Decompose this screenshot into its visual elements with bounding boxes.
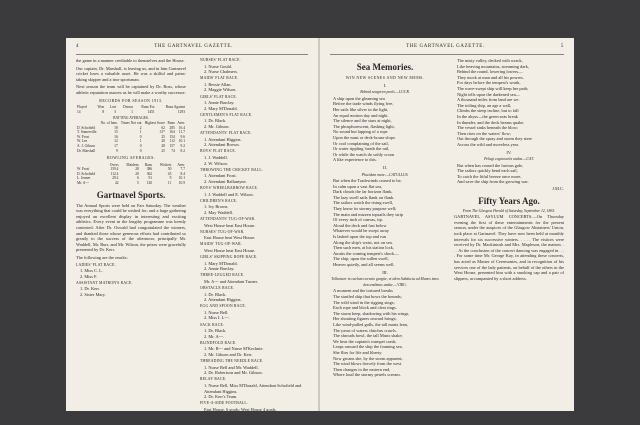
table-cell: 362 [146,171,153,176]
running-title: THE GARTNAVEL GAZETTE. [406,44,485,49]
table-cell: T. Somerville [77,130,97,135]
table-cell: 1 [131,109,133,114]
table-header-cell: Maidens [126,162,139,167]
poem-line: In calm upon a vast flat sea, [333,183,383,189]
poem-line: The misty valley, decked with wrack, [457,58,523,63]
poem-line: Climbs the steep incline, but to fall [457,108,519,114]
poem-line: Along the ship's waist, not on sea. [333,239,393,245]
poem-line: Out through the spray and storm they steer [457,136,532,142]
table-cell: 91 [148,176,153,181]
poem-line: But when has ceased the furious gale, [457,162,524,168]
races-list-1 [76,263,186,298]
race-winner: 1. Annie Barclay. [204,100,235,106]
poem-line: Aloud the deck and fast below [333,222,387,228]
race-winner: 2. Maggie Wilson. [204,87,237,93]
poem-line: An equal motion day and night. [333,112,389,118]
race-result [200,95,310,112]
race-result [200,286,310,303]
table-cell: 2 [139,125,142,130]
table-cell: 20 [135,171,139,176]
race-result [200,323,310,340]
table-cell: 1 [139,130,142,135]
race-winner: 1. Nurse Bell and Mr. Waddell. [204,364,259,370]
table-cell: 16 [114,134,118,139]
poem-line: Before the trade winds flying free, [333,101,394,107]
table-cell: 11 [167,181,172,186]
table-caption: BATTING AVERAGES. [113,116,149,121]
records-table [76,105,186,114]
table-header-cell: Won [97,105,105,110]
race-result [200,273,310,284]
table-cell: 0 [139,148,142,153]
poem-line: The lazy swell sails flank on flank. [333,194,395,200]
running-head-right [330,44,564,55]
poem-line: The shrouds howl, the tall Masts shake; [333,333,403,339]
poem-line: A ship upon the gleaming sea [333,95,385,101]
poem-line: We hear the captain's trumpet crash; [333,338,397,344]
table-cell: 1451 [147,109,155,114]
race-title: MAIDS' TUG-OF-WAR. [200,242,242,247]
table-cell: 9 [169,176,172,181]
race-winner: 2. Miss I. L---. [204,315,230,321]
race-winner: West House beat East House. [204,247,256,253]
sports-paragraph: The following are the results: [76,255,128,260]
poem-signature: J.M.C. [552,186,564,192]
race-title: ASSISTANT MATRON'S RACE. [76,280,133,285]
poem-line: The toiling ship, an age a wall, [457,102,512,108]
race-title: THREADING THE NEEDLE RACE. [200,359,264,364]
poem-line: Is lashed upon the top and run [333,234,386,240]
poem-line: Behind the round, lowering lowers— [457,69,523,75]
race-title: GENTLEMEN'S FLAT RACE. [200,112,253,117]
poem-line: A thousand miles from land are we. [457,97,520,103]
race-winner: 2. Sister Mary. [80,292,106,298]
batting-averages-table [76,116,186,153]
poem-line: Then rises on the waters' flow; [457,130,511,136]
table-cell: W. Frost [77,167,90,172]
table-cell: 6 [137,176,139,181]
table-cell: 42 [114,181,119,186]
race-winner: 2. Nurse Chalmers. [204,69,238,75]
race-title: EGG AND SPOON RACE. [200,304,246,309]
cricket-paragraph: the game in a manner creditable to themselves and the House. [76,58,185,63]
poem-line: The ship, upon the sullen swell, [333,256,389,262]
right-column-2 [454,58,564,283]
poem-line: Then changes to the eastern end, [333,366,391,372]
table-cell: 25 [161,134,165,139]
poem-line: Dark clouds the far horizon flank, [333,189,393,195]
race-winner: 2. Mr. Gibson. [204,124,230,130]
table-cell: 9.2 [180,143,185,148]
race-result [200,149,310,166]
left-column-1 [76,58,186,299]
poem-line: A moment and the tortured breaks [333,288,393,294]
poem-line: Like heaving mountains, streaming dark, [457,63,529,69]
fifty-years-paragraph [454,214,564,281]
poem-line: The vessel sinks beneath the blow; [457,125,519,131]
poem-line: They know its stormy purpose well; [333,206,397,212]
table-cell: 74 [171,148,175,153]
right-column-1 [330,58,440,378]
race-title: SACK RACE. [200,322,225,327]
table-cell: Mr. A--- [77,181,89,186]
poem-line: Heaves quietly, and all seems well. [333,262,395,267]
poem-line: She flies for life and liberty. [333,349,383,355]
poem-line: Leaps onward the ship the foaming sea, [333,344,403,350]
table-cell: 112 [169,139,175,144]
table-header-cell: Highest Score [144,120,165,125]
table-cell: 31* [159,130,165,135]
table-cell: L. Jenner [77,176,91,181]
race-result [200,168,310,185]
race-winner: 1. Dr. Kerr. [80,286,100,292]
race-winner: 1. Attendant Frost. [204,173,237,179]
race-title: FIVE-A-SIDE FOOTBALL. [200,401,249,406]
race-winner: 1. Bessie Allan. [204,81,232,87]
race-result [200,255,310,272]
race-winner: Mr. A--- and Attendant Turner. [204,278,258,284]
table-cell: 16.4 [178,125,185,130]
poem-line: Or water rippling 'neath the rail, [333,146,390,152]
race-winner: 2. Mary M'Donald. [204,105,238,111]
page-number: 4 [76,44,80,49]
fifty-years-heading: GARTNAVEL ASYLUM CONCERTS.— [454,214,537,220]
race-winner: 2. Dr. Robertson and Mr. Gibson. [204,370,263,376]
table-cell: 5 [137,181,139,186]
poem-stanza [454,163,564,185]
running-title: THE GARTNAVEL GAZETTE. [154,44,233,49]
race-title: NURSES' FLAT RACE. [200,58,241,62]
race-result [200,186,310,197]
cricket-paragraph: Our captain, Dr. Marshall, is leaving us, and in him Gartnavel cricket loses a valuable asset. He was a skilful and pains-taking skipper and a true sportsman. [76,65,186,82]
table-header-cell: Played [77,105,87,110]
poem-line: Night tells upon the darkened sea— [457,91,521,97]
table-cell: Dr. Marshall [77,148,96,153]
left-column-2 [200,58,310,411]
race-result [200,401,310,411]
poem-line: For days before the tempest's wrath, [457,80,521,86]
poem-line: No sound but lapping of a rope [333,129,388,135]
poem-line: Each rope and block and cleat rings. [333,305,397,311]
race-result [200,359,310,376]
table-cell: 157 [169,143,175,148]
sea-memories-title: Sea Memories. [356,62,414,72]
table-cell: 10.1 [178,176,185,181]
table-cell: 28 [161,143,165,148]
table-cell: 0 [139,143,142,148]
section-source: Pelagi cognoscitis undas.—CAT. [484,157,534,162]
poem-line: The main and mizzen topsails they strip [333,211,403,217]
table-cell: A. J. Gibson [77,143,95,148]
table-cell: 43 [167,171,172,176]
race-result [200,242,310,253]
table-cell: 1293 [177,109,185,114]
table-cell: 12 [114,139,118,144]
race-title: RELAY RACE. [200,377,227,382]
race-winner: 2. Mr. Gibson and Dr. Kerr. [204,352,253,357]
table-cell: 14 [77,109,81,114]
poem-line: A like experience to this. [333,157,377,163]
poem-line: The phosphorescent, flashing light, [333,123,395,129]
race-result [200,217,310,228]
race-winner: 1. Ivy Brown. [204,204,229,210]
race-winner: 1. J. Waddell. [204,155,228,160]
poem-line: Where loud the stormy petrels scream. [333,372,401,378]
fifty-years-source: From The Glasgow Herald of Saturday, September 12, 1863. [462,208,556,213]
poem-line: Her shouting figures onward brings; [333,316,397,322]
poem-stanza [330,96,440,163]
table-cell: 29.2 [112,176,119,181]
table-cell: 11.7 [178,130,185,135]
poem-stanza [330,178,440,268]
race-title: LADIES' FLAT RACE. [76,262,116,267]
table-header-cell: Runs For [141,105,155,110]
race-title: BOYS' WHEELBARROW RACE. [200,185,259,190]
poem-line: Or while the watch do softly croon [333,151,395,157]
race-winner: 2. Mr. A---. [204,333,225,339]
table-cell: 10.1 [178,139,185,144]
race-winner: 1. J. Waddell and E. Wilson. [204,191,254,197]
table-cell: 8.4 [180,171,185,176]
running-head-left [76,44,308,55]
table-cell: 159.4 [110,167,119,172]
race-result [200,230,310,241]
poem-stanza [330,288,440,378]
poem-line: Awaits the coming tempest's shock— [333,250,399,256]
table-cell: D. Schofield [77,171,96,176]
poem-line: The yawn of waters clutches crawls. [333,327,397,333]
sea-memories-subtitle: WIN NEW SCENES AND NEW MEMS. [345,75,425,80]
poem-line: Of every inch of canvas, tip. [333,217,383,223]
table-cell: W. Lee [77,139,88,144]
race-result [200,341,310,358]
race-winner: 1. Nurse Gould. [204,63,233,69]
race-title: GIRLS' FLAT RACE. [200,94,238,99]
fifty-years-text: On Thursday evening the first of these entertainments for the present season, under the auspices of the Glasgow Abstainers' Union, took place at Gartnavel. They have now been held at monthly intervals for six successive winters. . . . . The visitors were received by Dr. Mackintosh and Mrs. Mapleson, the matron. . . . At the conclusion of the concert dancing was engaged in. . . . For some time Mr. George Kay, in attending these concerts, has acted as Master of Ceremonies, and in recognition of his services one of the lady patients, on behalf of the others in the West House, presented him with a smoking cap and a pair of slippers, accompanied by a short address. [454,214,565,281]
race-result [76,263,186,280]
race-winner: 1. Mr. R--- and Nurse M'Kechnie. [204,346,264,352]
race-winner: 1. Miss C. L. [80,268,103,274]
table-header-cell: Drawn [123,105,133,110]
table-header-cell: No. of Inns. [100,120,118,125]
table-cell: 17 [114,143,118,148]
records-title: RECORDS FOR SEASON 1913. [99,97,163,103]
table-header-cell: Aver. [177,162,185,167]
table-cell: 164 [169,130,175,135]
table-header-cell: Lost [109,105,117,110]
section-source: Tollunturr in caelum curvato gurgite, et idem Subducta ad Manes imos descendimus undae.—VIRG. [331,277,439,287]
table-cell: 386 [146,167,153,172]
table-cell: 154 [169,134,175,139]
table-cell: 20 [161,139,165,144]
race-title: OBSTACLE RACE. [200,285,235,290]
race-title: CHILDREN'S RACE. [200,198,238,203]
poem-line: The sailors quickly bend each sail, [457,168,518,174]
table-row [76,181,186,186]
table-cell: 18 [114,125,118,130]
race-winner: 2. Annie Barclay. [204,266,235,272]
poem-line: The wild wind in the rigging sings; [333,299,395,305]
race-title: BOYS' FLAT RACE. [200,149,236,154]
race-title: BLINDFOLD RACE. [200,340,237,345]
race-winner: 2. May Waddell. [204,209,234,215]
table-row [76,149,186,154]
race-result [200,76,310,93]
table-cell: D. Schofield [77,125,96,130]
race-result [200,131,310,148]
race-winner: East House beat West House. [204,235,256,241]
race-winner: 2. Attendant Brown. [204,142,240,148]
cricket-paragraph: Next season the team will be captained by Dr. Ross, whose athletic reputation assures us he will make a worthy successor. [76,84,186,95]
poem-line: Across the wild and moveless year. [457,141,519,147]
table-cell: 28 [135,167,139,172]
section-numeral: IV. [506,149,512,155]
table-header-cell: Aver. [177,120,185,125]
section-source: Placidum mare.—CATULLUS. [361,172,409,177]
poem-line: The storm keep, shadowing with his wings, [333,310,410,316]
race-winner: 1. Dr. Black. [204,328,227,334]
table-cell: 112.4 [110,171,119,176]
table-header-cell: Wickets [159,162,172,167]
table-cell: 7.7 [180,167,185,172]
race-result [200,58,310,75]
race-title: THREE-LEGGED RACE. [200,273,245,278]
table-cell: 5 [114,109,117,114]
race-winner: 2. W. Wilson. [204,160,228,166]
poem-line: To catch the fitful breeze once more, [457,173,522,179]
bowling-title: BOWLING AVERAGES. [106,155,156,161]
table-header-cell: Runs Against [165,105,185,110]
race-winner: 2. Attendant Ballantyne. [204,178,247,184]
section-numeral: II. [382,164,388,170]
race-title: NURSES' TUG-OF-WAR. [200,229,245,234]
race-winner: 2. Miss F. [80,273,98,279]
race-title: ATTENDANTS' FLAT RACE. [200,131,252,136]
poem-line: Like wind-pulled gulls, the tall masts lean, [333,321,408,327]
fifty-years-title: Fifty Years Ago. [478,195,540,206]
race-result [200,199,310,216]
table-cell: 62 [161,125,165,130]
poem-line: And save the ship from the growing war. [457,179,529,185]
poem-line: The sailors watch the rising swell, [333,200,393,206]
race-winner: 1. Dr. Black. [204,291,227,297]
left-page [66,38,318,411]
race-result [76,281,186,298]
table-cell: 8 [102,109,105,114]
table-header-cell: Runs [167,120,175,125]
poem-line: But when the Tradewinds ceased to be, [333,178,402,184]
table-cell: 50 [167,167,172,172]
right-page [320,38,574,411]
bowling-averages-table [76,163,186,186]
poem-line: Whatever would be swept away [333,228,390,234]
table-cell: 9 [115,148,118,153]
poem-line: They mock at man and all his powers. [457,74,524,80]
race-winner: 1. Attendant Higgins. [204,136,242,142]
table-cell: 10.9 [178,181,185,186]
poem-line: The silence and the stars at night, [333,118,392,124]
poem-line: Her sails like silver in the light, [333,106,389,112]
sports-title: Gartnavel Sports. [96,189,166,200]
table-cell: 15 [114,130,118,135]
table-cell: 120 [146,181,153,186]
section-source: Behind seagreen pools.—LUCR. [360,90,410,95]
table-cell: 285 [169,125,175,130]
table-cell: W. Frost [77,134,90,139]
table-header-cell: Runs [144,162,153,167]
section-numeral: III. [382,269,388,275]
race-winner: East House, 6 goals; West House 4 goals. [204,406,277,411]
poem-line: In the abyss—the green seas break [457,113,518,119]
races-list-2 [200,58,310,411]
race-winner: 1. Dr. Black. [204,118,227,124]
table-cell: 8.2 [180,148,185,153]
poem-line: The startled ship that bows the bounds; [333,293,402,299]
table-header-cell: Overs [109,162,119,167]
race-title: THROWING THE CRICKET BALL. [200,167,264,172]
race-title: GIRLS' SKIPPING ROPE RACE. [200,255,258,259]
race-result [200,377,310,399]
table-header-cell: Times Not out [120,120,142,125]
race-result [200,304,310,321]
poem-stanza [454,58,564,148]
section-numeral: I. [383,82,387,88]
table-cell: 0 [139,134,142,139]
race-winner: 1. Nurse Bell, Miss M'Donald, Attendant Schofield and Attendant Higgins. [204,382,302,394]
race-winner: West House beat East House. [204,222,256,228]
race-title: MAIDS' FLAT RACE. [200,76,239,81]
page-number: 5 [560,44,564,49]
poem-line: Then such men, at his station lock, [333,245,394,251]
poem-line: The wave-swept ship will keep her path; [457,85,529,91]
race-result [200,113,310,130]
race-title: ATTENDANTS' TUG-OF-WAR. [200,216,256,221]
poem-line: In thunder, and the deck beams quake. [457,119,525,125]
poem-line: Or cool complaining of the sail, [333,140,389,146]
race-winner: 1. Mary M'Donald. [204,260,238,266]
race-winner: 2. Attendant Higgins. [204,297,242,303]
poem-line: The wind blows fiercely from the west. [333,361,403,367]
table-cell: 9.6 [180,134,185,139]
sports-paragraph: The Annual Sports were held on Fair Saturday. The weather was everything that could be wished for; and a large gathering enjoyed an excellent display in interesting and exciting athletics. Every event in the lengthy programme was keenly contested. After Dr. Oswald had congratulated the winners, and thanked those whose generous efforts had contributed so greatly to the success of the afternoon, principally Mr. Waddell, Mr. Burr, and Mr. Wilson, the prizes were gracefully presented by Dr. Kerr. [76,202,186,253]
poem-line: Upon the mast or deck-house slope. [333,134,396,140]
table-cell: 25 [161,148,165,153]
race-winner: 2. Dr. Kerr's Team. [204,394,238,400]
race-winner: 1. Nurse Bell. [204,309,229,315]
table-cell: 1 [139,139,142,144]
poem-line: Now groans she, by the storm apparent, [333,355,403,361]
